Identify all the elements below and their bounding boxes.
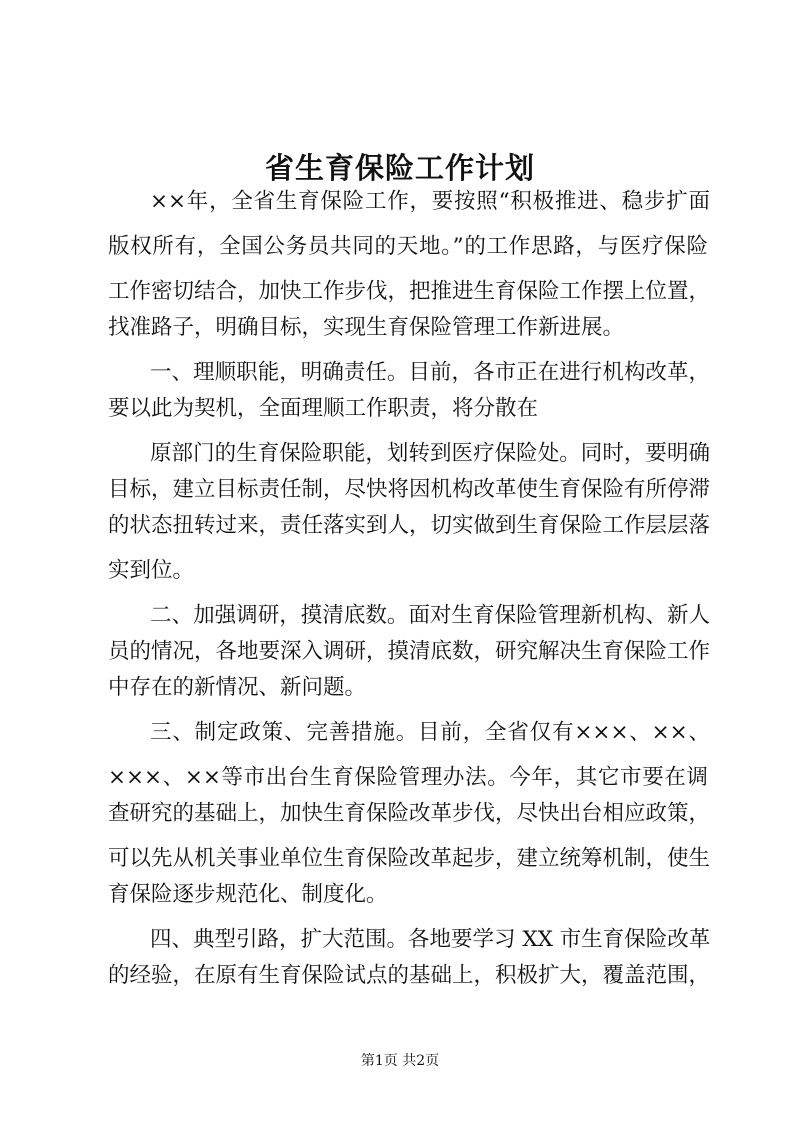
paragraph-line: 目标，建立目标责任制，尽快将因机构改革使生育保险有所停滞 <box>108 477 711 502</box>
paragraph-line: 一、理顺职能，明确责任。目前，各市正在进行机构改革， <box>150 360 710 385</box>
paragraph-line: 可以先从机关事业单位生育保险改革起步，建立统筹机制，使生 <box>108 846 711 871</box>
paragraph-line: 找准路子，明确目标，实现生育保险管理工作新进展。 <box>108 315 625 340</box>
page-footer: 第1页 共2页 <box>360 1053 440 1069</box>
paragraph-line: 四、典型引路，扩大范围。各地要学习 XX 市生育保险改革 <box>150 927 711 952</box>
paragraph-line: ×××、××等市出台生育保险管理办法。今年，其它市要在调 <box>108 765 708 790</box>
paragraph-line: 的状态扭转过来，责任落实到人，切实做到生育保险工作层层落 <box>108 513 711 538</box>
paragraph-line: 工作密切结合，加快工作步伐，把推进生育保险工作摆上位置， <box>108 279 711 304</box>
paragraph-line: 原部门的生育保险职能，划转到医疗保险处。同时，要明确 <box>150 441 710 466</box>
paragraph-line: ××年，全省生育保险工作，要按照“积极推进、稳步扩面 <box>150 189 710 214</box>
paragraph-line: 中存在的新情况、新问题。 <box>108 675 367 700</box>
paragraph-line: 员的情况，各地要深入调研，摸清底数，研究解决生育保险工作 <box>108 639 711 664</box>
paragraph-line: 三、制定政策、完善措施。目前，全省仅有×××、××、 <box>150 720 710 745</box>
document-title: 省生育保险工作计划 <box>264 151 535 185</box>
paragraph-line: 要以此为契机，全面理顺工作职责，将分散在 <box>108 396 539 421</box>
paragraph-line: 育保险逐步规范化、制度化。 <box>108 882 388 907</box>
paragraph-line: 二、加强调研，摸清底数。面对生育保险管理新机构、新人 <box>150 603 710 628</box>
paragraph-line: 的经验，在原有生育保险试点的基础上，积极扩大，覆盖范围， <box>108 963 711 988</box>
paragraph-line: 版权所有，全国公务员共同的天地。”的工作思路，与医疗保险 <box>108 234 708 259</box>
paragraph-line: 实到位。 <box>108 558 195 583</box>
paragraph-line: 查研究的基础上，加快生育保险改革步伐，尽快出台相应政策， <box>108 801 711 826</box>
